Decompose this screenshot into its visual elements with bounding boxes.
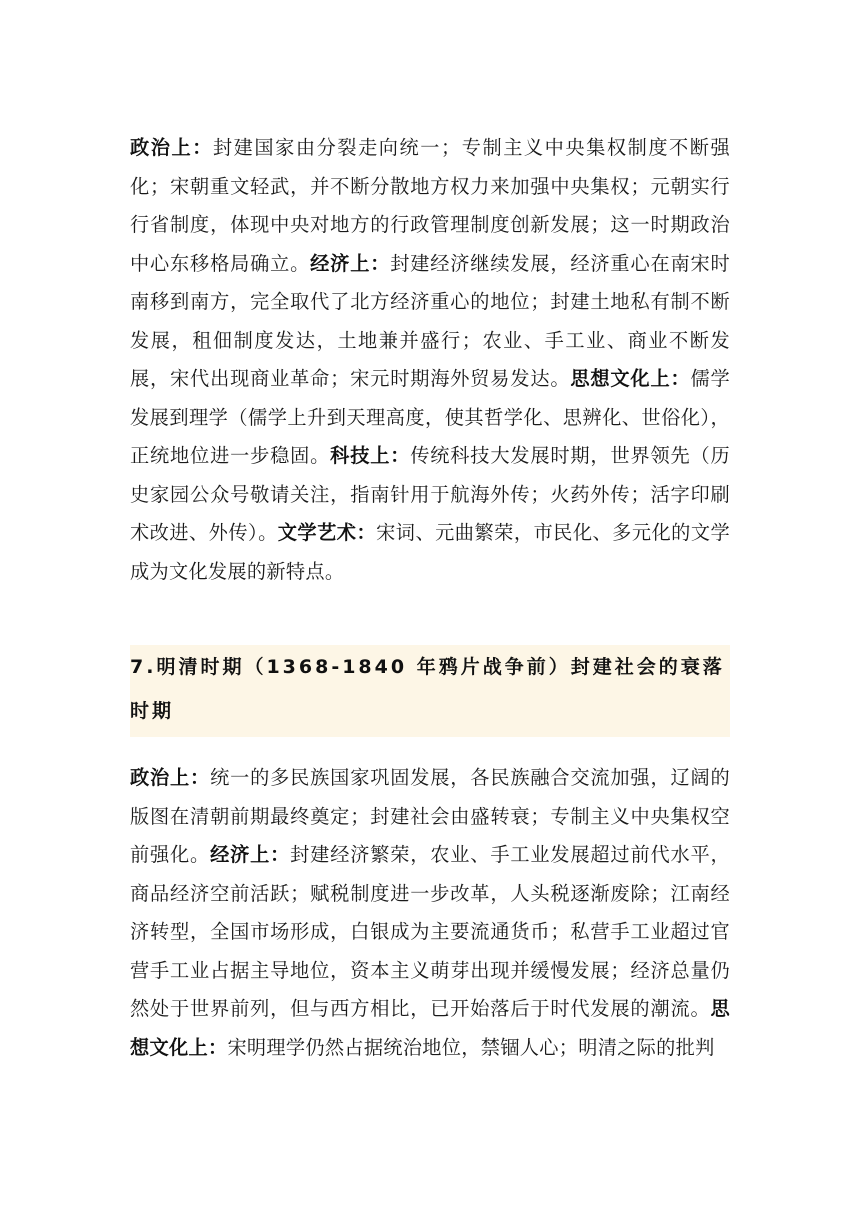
politics-text: 封建国家由分裂走向统一；专制主义中央集权制度不断强化；宋朝重文轻武，并不断分散地方权力来加强中央集权；元朝实行行省制度，体现中央对地方的行政管理制度创新发展；这一时期政治中心东移格局确立。 [130,136,731,275]
politics-text: 统一的多民族国家巩固发展，各民族融合交流加强，辽阔的版图在清朝前期最终奠定；封建社会由盛转衰；专制主义中央集权空前强化。 [130,766,730,867]
literature-art-text: 宋词、元曲繁荣，市民化、多元化的文学成为文化发展的新特点。 [130,521,730,583]
politics-label: 政治上： [130,766,211,790]
literature-art-label: 文学艺术： [277,521,377,545]
politics-label: 政治上： [130,136,213,160]
culture-text: 宋明理学仍然占据统治地位，禁锢人心；明清之际的批判 [227,1035,715,1059]
culture-label: 思想文化上： [130,997,730,1059]
culture-text: 儒学发展到理学（儒学上升到天理高度，使其哲学化、思辨化、世俗化），正统地位进一步稳固。 [130,367,730,468]
culture-label: 思想文化上： [570,367,691,391]
ming-qing-paragraph [130,759,730,1067]
section-heading-ming-qing: 7.明清时期（1368-1840 年鸦片战争前）封建社会的衰落时期 [130,645,730,737]
economy-text: 封建经济继续发展，经济重心在南宋时南移到南方，完全取代了北方经济重心的地位；封建土地私有制不断发展，租佃制度发达，土地兼并盛行；农业、手工业、商业不断发展，宋代出现商业革命；宋元时期海外贸易发达。 [130,251,730,391]
song-yuan-paragraph [130,129,730,591]
economy-text: 封建经济繁荣，农业、手工业发展超过前代水平，商品经济空前活跃；赋税制度进一步改革，人头税逐渐废除；江南经济转型，全国市场形成，白银成为主要流通货币；私营手工业超过官营手工业占据主导地位，资本主义萌芽出现并缓慢发展；经济总量仍然处于世界前列，但与西方相比，已开始落后于时代发展的潮流。 [130,843,731,1021]
technology-text: 传统科技大发展时期，世界领先（历史家园公众号敬请关注，指南针用于航海外传；火药外传；活字印刷术改进、外传）。 [130,444,730,545]
economy-label: 经济上： [310,251,391,275]
technology-label: 科技上： [330,444,411,468]
economy-label: 经济上： [210,843,291,867]
